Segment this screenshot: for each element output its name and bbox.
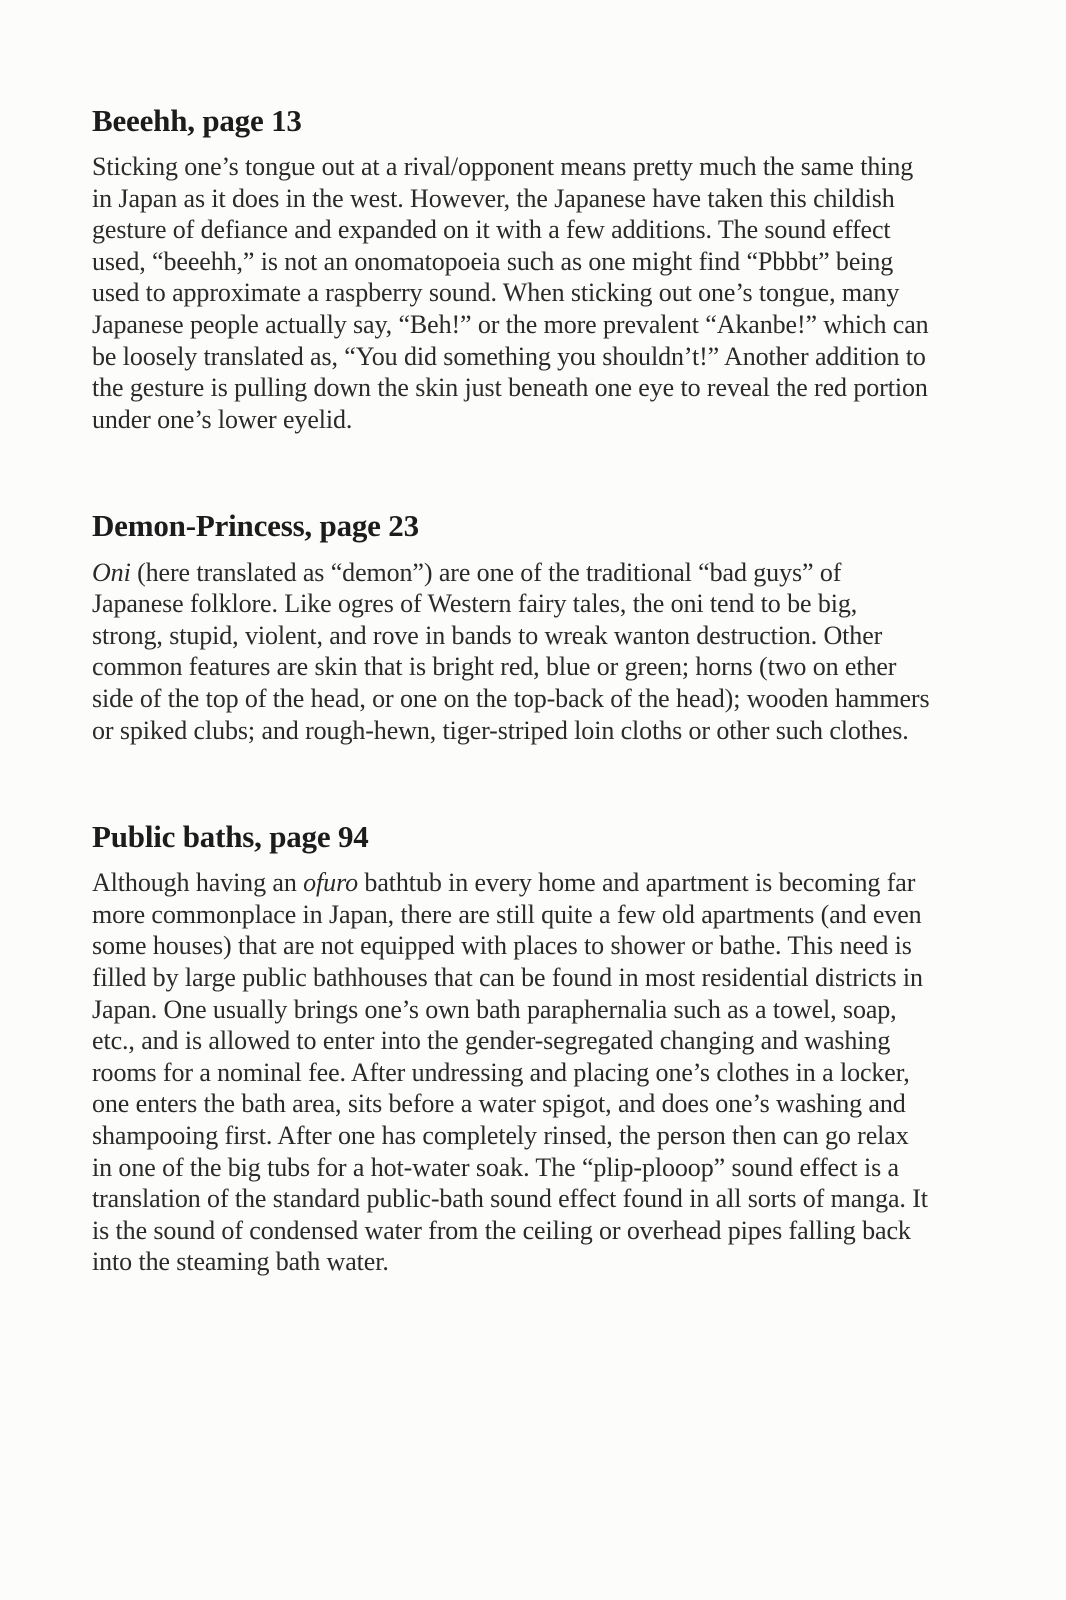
note-heading: Demon-Princess, page 23 xyxy=(92,508,419,544)
note-section-public-baths xyxy=(92,820,934,1278)
note-heading: Beeehh, page 13 xyxy=(92,103,302,138)
note-heading: Public baths, page 94 xyxy=(92,819,369,855)
text-segment: (here translated as “demon”) are one of the traditional “bad guys” of Japanese folklore. Like ogres of Western fairy tales, the oni tend to be big, strong, stupid, violent, and rove in bands to wreak wanton destruction. Other common features are skin that is bright red, blue or green; horns (two on ether side of the top of the head, or one on the top-back of the head); wooden hammers or spiked clubs; and rough-hewn, tiger-striped loin cloths or other such clothes. xyxy=(92,557,930,745)
translation-notes xyxy=(92,104,934,1352)
note-paragraph xyxy=(92,557,934,747)
note-paragraph xyxy=(92,151,934,435)
italic-term: Oni xyxy=(92,557,131,587)
note-section-demon-princess xyxy=(92,509,934,746)
italic-term: ofuro xyxy=(303,868,359,898)
text-segment: Although having an xyxy=(92,868,304,898)
note-section-beeehh xyxy=(92,104,934,435)
note-paragraph xyxy=(92,867,934,1278)
text-segment: bathtub in every home and apartment is becoming far more commonplace in Japan, there are still quite a few old apartments (and even some houses) that are not equipped with places to shower or bathe. This need is filled by large public bathhouses that can be found in most residential districts in Japan. One usually brings one’s own bath paraphernalia such as a towel, soap, etc., and is allowed to enter into the gender-segregated changing and washing rooms for a nominal fee. After undressing and placing one’s clothes in a locker, one enters the bath area, sits before a water spigot, and does one’s washing and shampooing first. After one has completely rinsed, the person then can go relax in one of the big tubs for a hot-water soak. The “plip-plooop” sound effect is a translation of the standard public-bath sound effect found in all sorts of manga. It is the sound of condensed water from the ceiling or overhead pipes falling back into the steaming bath water. xyxy=(92,868,928,1277)
text-segment: Sticking one’s tongue out at a rival/opponent means pretty much the same thing in Japan as it does in the west. However, the Japanese have taken this childish gesture of defiance and expanded on it with a few additions. The sound effect used, “beeehh,” is not an onomatopoeia such as one might find “Pbbbt” being used to approximate a raspberry sound. When sticking out one’s tongue, many Japanese people actually say, “Beh!” or the more prevalent “Akanbe!” which can be loosely translated as, “You did something you shouldn’t!” Another addition to the gesture is pulling down the skin just beneath one eye to reveal the red portion under one’s lower eyelid. xyxy=(92,152,929,434)
